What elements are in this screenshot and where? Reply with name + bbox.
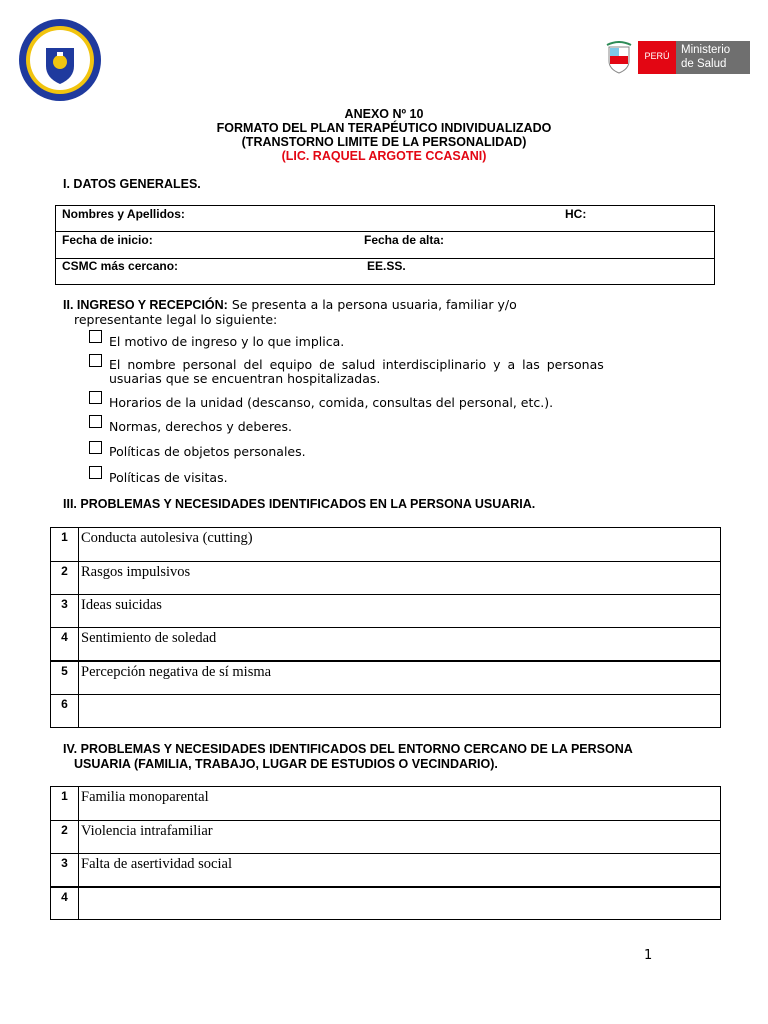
problem-cell[interactable]: Familia monoparental — [79, 787, 721, 821]
section-4-heading-cont: USUARIA (FAMILIA, TRABAJO, LUGAR DE ESTUDIOS O VECINDARIO). — [74, 757, 498, 771]
row-number: 6 — [51, 695, 79, 728]
row-number: 3 — [51, 595, 79, 628]
table-row — [51, 528, 721, 562]
checkbox-4[interactable] — [89, 415, 102, 428]
names-label: Nombres y Apellidos: — [62, 207, 185, 221]
title-line-3: (TRANSTORNO LIMITE DE LA PERSONALIDAD) — [241, 135, 527, 149]
checkbox-1[interactable] — [89, 330, 102, 343]
checklist-item-1: El motivo de ingreso y lo que implica. — [109, 334, 345, 349]
table-row — [51, 821, 721, 854]
problem-cell[interactable]: Rasgos impulsivos — [79, 562, 721, 595]
section-4-heading: IV. PROBLEMAS Y NECESIDADES IDENTIFICADOS DEL ENTORNO CERCANO DE LA PERSONA — [63, 742, 633, 756]
problem-cell[interactable]: Ideas suicidas — [79, 595, 721, 628]
section-2-intro-cont: representante legal lo siguiente: — [74, 312, 278, 327]
problem-cell[interactable]: Sentimiento de soledad — [79, 628, 721, 661]
hospital-seal-logo — [18, 18, 102, 102]
section-2-intro-text: Se presenta a la persona usuaria, familiar y/o — [227, 297, 517, 312]
row-number: 2 — [51, 821, 79, 854]
table-row — [51, 595, 721, 628]
problem-cell[interactable] — [79, 695, 721, 728]
table-row — [51, 854, 721, 887]
ministry-label-box — [676, 41, 750, 74]
checkbox-3[interactable] — [89, 391, 102, 404]
section-2-heading: II. INGRESO Y RECEPCIÓN: — [63, 298, 228, 312]
environment-problems-table — [50, 786, 721, 920]
problem-cell[interactable]: Violencia intrafamiliar — [79, 821, 721, 854]
table-row — [51, 628, 721, 661]
problem-cell[interactable]: Conducta autolesiva (cutting) — [79, 528, 721, 562]
row-number: 3 — [51, 854, 79, 887]
row-number: 4 — [51, 887, 79, 920]
row-number: 4 — [51, 628, 79, 661]
table-row — [51, 661, 721, 695]
section-2-intro — [63, 297, 517, 312]
section-3-heading: III. PROBLEMAS Y NECESIDADES IDENTIFICADOS EN LA PERSONA USUARIA. — [63, 497, 536, 511]
ministry-label-line1: Ministerio — [681, 44, 731, 56]
peru-label-box — [638, 41, 676, 74]
title-line-2: FORMATO DEL PLAN TERAPÉUTICO INDIVIDUALIZADO — [216, 121, 552, 135]
problem-cell[interactable]: Falta de asertividad social — [79, 854, 721, 887]
checklist-item-5: Políticas de objetos personales. — [109, 444, 306, 459]
problem-cell[interactable]: Percepción negativa de sí misma — [79, 661, 721, 695]
checklist-item-2: El nombre personal del equipo de salud interdisciplinario y a las personas — [109, 357, 604, 372]
table-row — [51, 887, 721, 920]
table-row — [51, 562, 721, 595]
checklist-item-6: Políticas de visitas. — [109, 470, 228, 485]
title-author: (LIC. RAQUEL ARGOTE CCASANI) — [281, 149, 487, 163]
checkbox-2[interactable] — [89, 354, 102, 367]
checklist-item-4: Normas, derechos y deberes. — [109, 419, 292, 434]
discharge-date-label: Fecha de alta: — [364, 233, 445, 247]
checklist-item-2-cont: usuarias que se encuentran hospitalizadas. — [109, 371, 381, 386]
checkbox-5[interactable] — [89, 441, 102, 454]
table-row — [51, 695, 721, 728]
peru-label: PERÚ — [644, 51, 670, 61]
ministry-logo — [604, 41, 750, 74]
csmc-label: CSMC más cercano: — [62, 259, 179, 273]
general-data-table — [55, 205, 715, 285]
user-problems-table — [50, 527, 721, 728]
ministry-label-line2: de Salud — [681, 58, 727, 70]
table-row — [51, 787, 721, 821]
row-number: 1 — [51, 528, 79, 562]
start-date-label: Fecha de inicio: — [62, 233, 153, 247]
hc-label: HC: — [565, 207, 587, 221]
row-number: 2 — [51, 562, 79, 595]
peru-coat-of-arms-icon — [604, 41, 634, 74]
title-line-1: ANEXO Nº 10 — [344, 107, 424, 121]
section-1-heading: I. DATOS GENERALES. — [63, 177, 201, 191]
eess-label: EE.SS. — [367, 259, 406, 273]
checklist-item-3: Horarios de la unidad (descanso, comida, consultas del personal, etc.). — [109, 395, 554, 410]
page-number: 1 — [644, 948, 653, 963]
row-number: 1 — [51, 787, 79, 821]
problem-cell[interactable] — [79, 887, 721, 920]
checkbox-6[interactable] — [89, 466, 102, 479]
row-number: 5 — [51, 661, 79, 695]
